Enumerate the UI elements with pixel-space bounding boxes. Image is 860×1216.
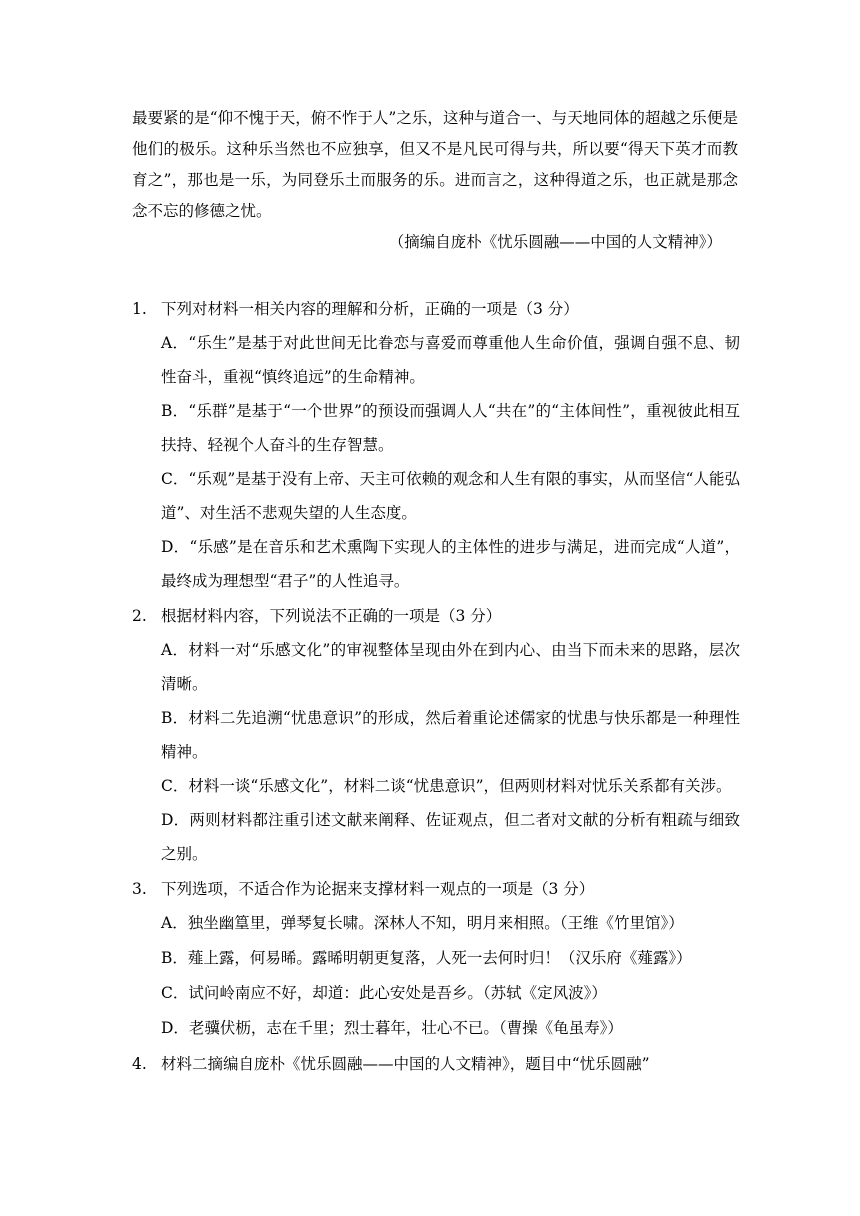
question-number: 2. (132, 607, 147, 625)
question-2 (132, 600, 740, 871)
question-1 (132, 293, 740, 598)
question-number: 4. (132, 1055, 147, 1073)
option-c: C．材料一谈“乐感文化”，材料二谈“忧患意识”，但两则材料对忧乐关系都有关涉。 (161, 777, 732, 795)
option-a: A．材料一对“乐感文化”的审视整体呈现由外在到内心、由当下而未来的思路，层次清晰。 (161, 641, 740, 693)
question-number: 1. (132, 300, 147, 318)
option-c: C．试问岭南应不好，却道：此心安处是吾乡。（苏轼《定风波》） (161, 984, 607, 1002)
question-stem: 下列对材料一相关内容的理解和分析，正确的一项是（3 分） (161, 300, 579, 318)
passage-paragraph: 最要紧的是“仰不愧于天，俯不怍于人”之乐，这种与道合一、与天地同体的超越之乐便是他们的极乐。这种乐当然也不应独享，但又不是凡民可得与共，所以要“得天下英才而教育之”，那也是一乐，为同登乐土而服务的乐。进而言之，这种得道之乐，也正就是那念念不忘的修德之忧。 (132, 109, 738, 220)
question-3 (132, 873, 740, 1046)
question-list (132, 293, 740, 1083)
option-a: A．独坐幽篁里，弹琴复长啸。深林人不知，明月来相照。（王维《竹里馆》） (161, 914, 684, 932)
passage-source: （摘编自庞朴《忧乐圆融——中国的人文精神》） (388, 233, 722, 251)
option-d: D．两则材料都注重引述文献来阐释、佐证观点，但二者对文献的分析有粗疏与细致之别。 (161, 811, 740, 863)
question-number: 3. (132, 880, 147, 898)
option-d: D．老骥伏枥，志在千里；烈士暮年，壮心不已。（曹操《龟虽寿》） (161, 1019, 623, 1037)
option-c: C．“乐观”是基于没有上帝、天主可依赖的观念和人生有限的事实，从而坚信“人能弘道”、对生活不悲观失望的人生态度。 (161, 470, 740, 522)
question-stem: 材料二摘编自庞朴《忧乐圆融——中国的人文精神》，题目中“忧乐圆融” (161, 1055, 650, 1073)
option-b: B．“乐群”是基于“一个世界”的预设而强调人人“共在”的“主体间性”，重视彼此相互扶持、轻视个人奋斗的生存智慧。 (161, 402, 740, 454)
question-4 (132, 1048, 740, 1081)
option-b: B．薤上露，何易晞。露晞明朝更复落，人死一去何时归！（汉乐府《薤露》） (161, 949, 692, 967)
option-d: D．“乐感”是在音乐和艺术熏陶下实现人的主体性的进步与满足，进而完成“人道”，最终成为理想型“君子”的人性追寻。 (161, 538, 740, 590)
question-stem: 根据材料内容，下列说法不正确的一项是（3 分） (161, 607, 502, 625)
option-a: A．“乐生”是基于对此世间无比眷恋与喜爱而尊重他人生命价值，强调自强不息、韧性奋斗，重视“慎终追远”的生命精神。 (161, 334, 740, 386)
passage-excerpt (132, 103, 738, 227)
option-b: B．材料二先追溯“忧患意识”的形成，然后着重论述儒家的忧患与快乐都是一种理性精神。 (161, 709, 740, 761)
question-stem: 下列选项，不适合作为论据来支撑材料一观点的一项是（3 分） (161, 880, 595, 898)
